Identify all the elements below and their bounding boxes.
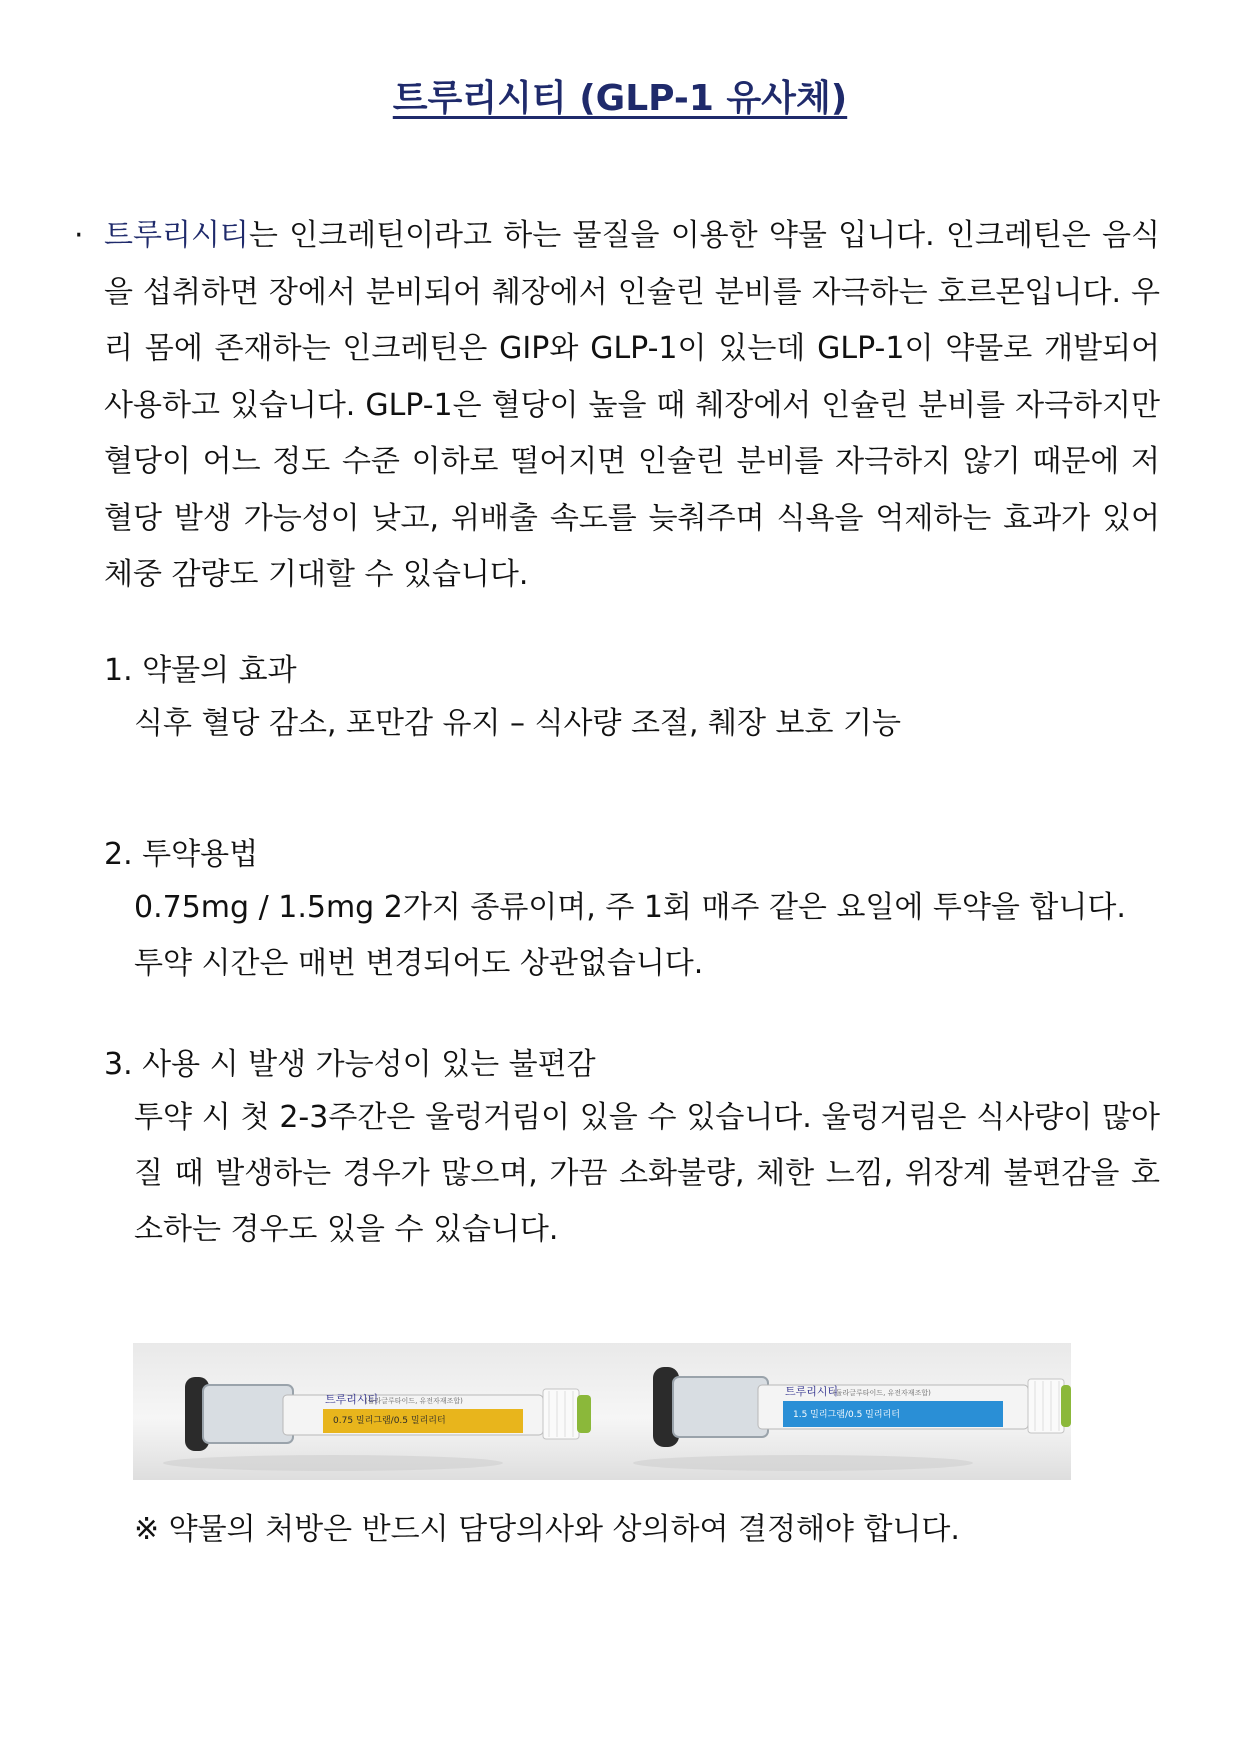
section-heading: 2. 투약용법 bbox=[104, 837, 259, 872]
pen-dose: 1.5 밀리그램/0.5 밀리리터 bbox=[793, 1410, 900, 1420]
pen-photo-illustration bbox=[133, 1343, 1071, 1480]
pen-dose: 0.75 밀리그램/0.5 밀리리터 bbox=[333, 1416, 446, 1426]
pen-sub: (둘라글루타이드, 유전자재조합) bbox=[365, 1397, 463, 1405]
page-title bbox=[0, 70, 1240, 121]
prescription-note: ※ 약물의 처방은 반드시 담당의사와 상의하여 결정해야 합니다. bbox=[134, 1512, 960, 1547]
section-side-effects bbox=[104, 1040, 1160, 1258]
page-title-text: 트루리시티 (GLP-1 유사체) bbox=[392, 78, 848, 119]
intro-body: 는 인크레틴이라고 하는 물질을 이용한 약물 입니다. 인크레틴은 음식을 섭취하면 장에서 분비되어 췌장에서 인슐린 분비를 자극하는 호르몬입니다. 우리 몸에 존재하는 인크레틴은 GIP와 GLP-1이 있는데 GLP-1이 약물로 개발되어 사용하고 있습니다. GLP-1은 혈당이 높을 때 췌장에서 인슐린 분비를 자극하지만 혈당이 어느 정도 수준 이하로 떨어지면 인슐린 분비를 자극하지 않기 때문에 저혈당 발생 가능성이 낮고, 위배출 속도를 늦춰주며 식욕을 억제하는 효과가 있어 체중 감량도 기대할 수 있습니다. bbox=[104, 218, 1160, 592]
pen-0 bbox=[163, 1377, 591, 1471]
pen-brand: 트루리시티 bbox=[785, 1385, 839, 1398]
section-effect bbox=[104, 646, 1160, 752]
pen-photo bbox=[133, 1343, 1071, 1480]
bullet: · bbox=[74, 218, 84, 253]
pen-brand: 트루리시티 bbox=[325, 1393, 379, 1406]
section-body: 투약 시 첫 2-3주간은 울렁거림이 있을 수 있습니다. 울렁거림은 식사량이 많아질 때 발생하는 경우가 많으며, 가끔 소화불량, 체한 느낌, 위장계 불편감을 호소하는 경우도 있을 수 있습니다. bbox=[134, 1100, 1160, 1247]
section-heading: 1. 약물의 효과 bbox=[104, 653, 297, 688]
intro-text bbox=[104, 208, 1160, 604]
section-line: 0.75mg / 1.5mg 2가지 종류이며, 주 1회 매주 같은 요일에 투약을 합니다. bbox=[134, 890, 1126, 925]
pen-sub: (둘라글루타이드, 유전자재조합) bbox=[833, 1389, 931, 1397]
pen-1 bbox=[633, 1367, 1071, 1471]
drug-name: 트루리시티 bbox=[104, 218, 249, 253]
section-line: 투약 시간은 매번 변경되어도 상관없습니다. bbox=[134, 946, 704, 981]
section-dosage bbox=[104, 830, 1160, 992]
section-heading: 3. 사용 시 발생 가능성이 있는 불편감 bbox=[104, 1047, 596, 1082]
section-line: 식후 혈당 감소, 포만감 유지 – 식사량 조절, 췌장 보호 기능 bbox=[134, 706, 901, 741]
intro-paragraph bbox=[74, 208, 1160, 604]
